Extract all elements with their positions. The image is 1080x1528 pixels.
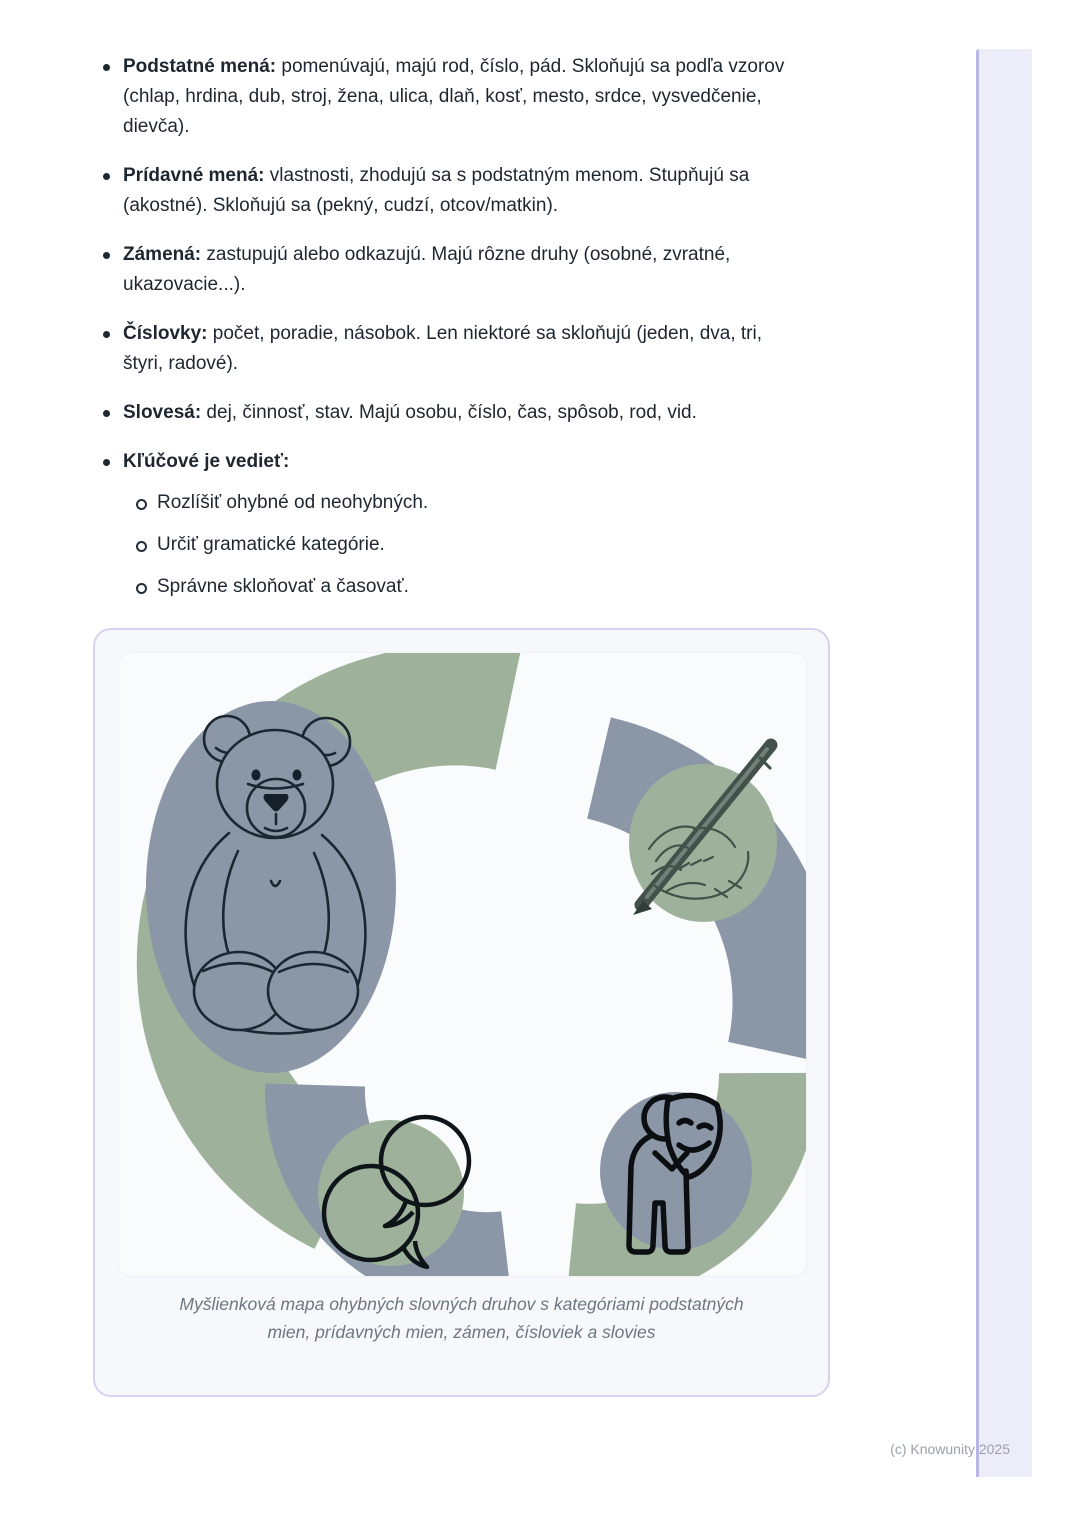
list-item-nouns (100, 52, 792, 142)
mindmap-illustration (119, 653, 806, 1276)
list-item-lead: Číslovky: (123, 323, 208, 344)
sub-item (133, 572, 792, 602)
bullet-marker (103, 410, 110, 417)
teddy-bear-icon (146, 701, 396, 1073)
list-item-text: zastupujú alebo odkazujú. Majú rôzne druhy (osobné, zvratné, ukazovacie...). (123, 244, 731, 295)
mindmap-figure-card (93, 628, 830, 1397)
bullet-marker (103, 252, 110, 259)
list-item-text: vlastnosti, zhodujú sa s podstatným menom. Stupňujú sa (akostné). Skloňujú sa (pekný, cudzí, otcov/matkin). (123, 165, 750, 216)
sub-item (133, 488, 792, 518)
list-item-lead: Slovesá: (123, 402, 202, 423)
bullet-marker (103, 459, 110, 466)
list-item-lead: Prídavné mená: (123, 165, 265, 186)
list-item-text: pomenúvajú, majú rod, číslo, pád. Skloňujú sa podľa vzorov (chlap, hrdina, dub, stroj, žena, ulica, dlaň, kosť, mesto, srdce, vysvedčenie, dievča). (123, 56, 785, 137)
list-item-lead: Podstatné mená: (123, 56, 277, 77)
bullet-marker (103, 173, 110, 180)
sub-item-text: Správne skloňovať a časovať. (157, 576, 409, 597)
hollow-bullet-marker (136, 499, 147, 510)
list-item-key-points (100, 447, 792, 602)
parts-of-speech-list (100, 52, 792, 602)
hollow-bullet-marker (136, 541, 147, 552)
list-item-text: dej, činnosť, stav. Majú osobu, číslo, čas, spôsob, rod, vid. (201, 402, 697, 423)
key-points-sublist (123, 488, 792, 602)
list-item-text: počet, poradie, násobok. Len niektoré sa skloňujú (jeden, dva, tri, štyri, radové). (123, 323, 762, 374)
sub-item-text: Rozlíšiť ohybné od neohybných. (157, 492, 429, 513)
sub-item-text: Určiť gramatické kategórie. (157, 534, 385, 555)
bullet-marker (103, 331, 110, 338)
hollow-bullet-marker (136, 583, 147, 594)
list-item-lead: Kľúčové je vedieť: (123, 451, 290, 472)
copyright-text: (c) Knowunity 2025 (890, 1441, 1010, 1457)
list-item-lead: Zámená: (123, 244, 202, 265)
bullet-marker (103, 64, 110, 71)
list-item-pronouns (100, 240, 792, 300)
sub-item (133, 530, 792, 560)
list-item-numerals (100, 319, 792, 379)
lesson-notes (100, 52, 792, 621)
side-panel-edge (976, 49, 1032, 1477)
list-item-verbs (100, 398, 792, 428)
figure-caption: Myšlienková mapa ohybných slovných druhov s kategóriami podstatných mien, prídavných mien, zámen, čísloviek a slovies (179, 1294, 744, 1342)
mindmap-svg (119, 653, 806, 1276)
list-item-adjectives (100, 161, 792, 221)
